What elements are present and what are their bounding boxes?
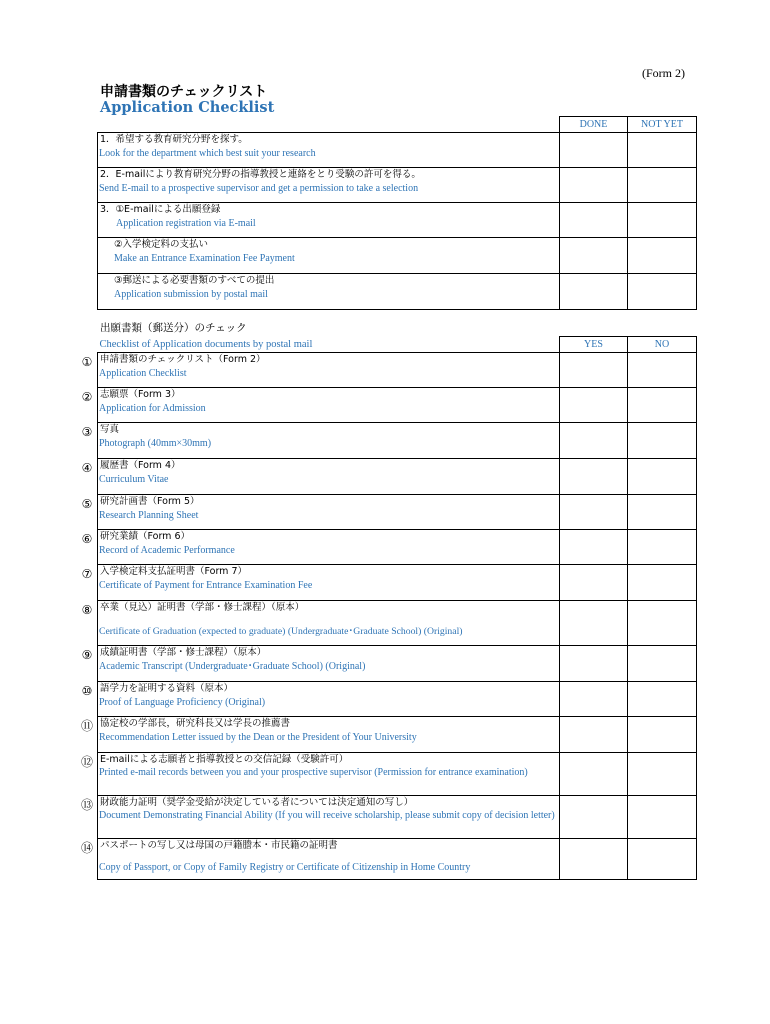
procedure-item-en: Application registration via E-mail [116,218,256,229]
document-item-ja: 財政能力証明（奨学金受給が決定している者については決定通知の写し） [100,797,414,808]
document-item-6 [81,530,560,565]
yes-checkbox-cell[interactable] [560,423,628,459]
header-yes: YES [560,337,628,353]
header-spacer [98,117,560,133]
document-item-13 [80,796,560,839]
procedure-checklist-table [97,116,697,310]
documents-section-title-cell [98,337,560,353]
no-checkbox-cell[interactable] [628,753,697,796]
no-checkbox-cell[interactable] [628,839,697,880]
not-yet-checkbox-cell[interactable] [628,203,697,238]
done-checkbox-cell[interactable] [560,238,628,274]
document-item-1 [81,353,560,388]
procedure-item-ja: ②入学検定料の支払い [114,239,209,250]
done-checkbox-cell[interactable] [560,133,628,168]
yes-checkbox-cell[interactable] [560,839,628,880]
document-item-ja: 志願票（Form 3） [100,389,181,400]
header-not-yet: NOT YET [628,117,697,133]
item-number: ⑪ [80,719,93,733]
document-item-en: Record of Academic Performance [99,545,235,556]
document-item-en: Printed e-mail records between you and your prospective supervisor (Permission for entrance examination) [99,767,528,778]
procedure-item-en: Application submission by postal mail [114,289,268,300]
item-number: ⑫ [80,755,93,769]
yes-checkbox-cell[interactable] [560,796,628,839]
yes-checkbox-cell[interactable] [560,530,628,565]
document-item-en: Document Demonstrating Financial Ability (If you will receive scholarship, please submit copy of decision letter) [99,810,555,821]
procedure-item-2 [98,168,560,203]
document-item-ja: 履歴書（Form 4） [100,460,181,471]
item-number: ⑬ [80,798,93,812]
item-number: ⑥ [81,532,93,546]
document-item-4 [81,459,560,495]
no-checkbox-cell[interactable] [628,530,697,565]
procedure-item-3-3 [98,274,560,310]
not-yet-checkbox-cell[interactable] [628,274,697,310]
yes-checkbox-cell[interactable] [560,646,628,682]
document-item-ja: 申請書類のチェックリスト（Form 2） [100,354,266,365]
no-checkbox-cell[interactable] [628,601,697,646]
not-yet-checkbox-cell[interactable] [628,238,697,274]
no-checkbox-cell[interactable] [628,682,697,717]
no-checkbox-cell[interactable] [628,495,697,530]
procedure-item-en: Look for the department which best suit your research [99,148,316,159]
document-item-11 [80,717,560,753]
yes-checkbox-cell[interactable] [560,388,628,423]
item-number: ④ [81,461,93,475]
document-item-ja: 協定校の学部長，研究科長又は学長の推薦書 [100,718,291,729]
no-checkbox-cell[interactable] [628,459,697,495]
document-item-ja: パスポートの写し又は母国の戸籍謄本・市民籍の証明書 [100,840,338,851]
item-number: ⑤ [81,497,93,511]
procedure-item-3 [98,203,560,238]
procedure-item-en: Send E-mail to a prospective supervisor and get a permission to take a selection [99,183,419,194]
document-item-en: Certificate of Payment for Entrance Examination Fee [99,580,313,591]
document-item-ja: 卒業（見込）証明書（学部・修士課程）（原本） [100,602,305,613]
document-item-en: Photograph (40mm×30mm) [99,438,212,449]
document-item-2 [81,388,560,423]
page-title-ja: 申請書類のチェックリスト [100,84,268,100]
item-number: ① [81,355,93,369]
documents-section-title-en: Checklist of Application documents by postal mail [99,338,313,350]
procedure-item-ja: ③郵送による必要書類のすべての提出 [114,275,275,286]
document-item-9 [81,646,560,682]
yes-checkbox-cell[interactable] [560,495,628,530]
yes-checkbox-cell[interactable] [560,353,628,388]
document-item-10 [81,682,560,717]
yes-checkbox-cell[interactable] [560,459,628,495]
yes-checkbox-cell[interactable] [560,753,628,796]
document-item-en: Application for Admission [99,403,206,414]
item-number: ⑭ [80,841,93,855]
item-number: ③ [81,425,93,439]
document-item-ja: 入学検定料支払証明書（Form 7） [100,566,247,577]
document-item-ja: E-mailによる志願者と指導教授との交信記録（受験許可） [100,754,349,765]
document-item-en: Recommendation Letter issued by the Dean or the President of Your University [99,732,417,743]
form-number-label: (Form 2) [642,66,685,80]
no-checkbox-cell[interactable] [628,646,697,682]
item-number: ② [81,390,93,404]
yes-checkbox-cell[interactable] [560,565,628,601]
yes-checkbox-cell[interactable] [560,717,628,753]
document-item-8 [81,601,560,646]
document-item-en: Proof of Language Proficiency (Original) [99,697,266,708]
not-yet-checkbox-cell[interactable] [628,168,697,203]
procedure-item-ja: 2．E-mailにより教育研究分野の指導教授と連絡をとり受験の許可を得る。 [100,169,421,180]
header-no: NO [628,337,697,353]
document-item-en: Application Checklist [99,368,187,379]
procedure-item-3-2 [98,238,560,274]
item-number: ⑧ [81,603,93,617]
procedure-item-1 [98,133,560,168]
procedure-item-ja: 3．①E-mailによる出願登録 [100,204,221,215]
document-item-ja: 研究計画書（Form 5） [100,496,200,507]
done-checkbox-cell[interactable] [560,203,628,238]
document-item-en: Certificate of Graduation (expected to graduate) (Undergraduate･Graduate School) (Original) [99,626,463,637]
document-item-ja: 研究業績（Form 6） [100,531,190,542]
document-item-ja: 写真 [100,424,120,435]
documents-checklist-table [80,336,697,880]
no-checkbox-cell[interactable] [628,565,697,601]
documents-section-title-ja: 出願書類（郵送分）のチェック [100,322,247,334]
document-item-12 [80,753,560,796]
no-checkbox-cell[interactable] [628,353,697,388]
document-item-en: Copy of Passport, or Copy of Family Registry or Certificate of Citizenship in Home Country [99,862,471,873]
document-item-7 [81,565,560,601]
document-item-ja: 成績証明書（学部・修士課程）（原本） [100,647,267,658]
done-checkbox-cell[interactable] [560,274,628,310]
no-checkbox-cell[interactable] [628,388,697,423]
yes-checkbox-cell[interactable] [560,682,628,717]
no-checkbox-cell[interactable] [628,717,697,753]
procedure-item-ja: 1．希望する教育研究分野を探す。 [100,134,248,145]
header-done: DONE [560,117,628,133]
no-checkbox-cell[interactable] [628,796,697,839]
page-title-en: Application Checklist [100,99,275,116]
document-item-en: Academic Transcript (Undergraduate･Graduate School) (Original) [99,661,366,672]
yes-checkbox-cell[interactable] [560,601,628,646]
document-item-en: Research Planning Sheet [99,510,199,521]
no-checkbox-cell[interactable] [628,423,697,459]
procedure-item-en: Make an Entrance Examination Fee Payment [114,253,295,264]
not-yet-checkbox-cell[interactable] [628,133,697,168]
done-checkbox-cell[interactable] [560,168,628,203]
item-number: ⑦ [81,567,93,581]
item-number: ⑨ [81,648,93,662]
document-item-3 [81,423,560,459]
document-item-en: Curriculum Vitae [99,474,169,485]
document-item-14 [80,839,560,880]
document-item-ja: 語学力を証明する資料（原本） [100,683,234,694]
document-item-5 [81,495,560,530]
item-number: ⑩ [81,684,93,698]
